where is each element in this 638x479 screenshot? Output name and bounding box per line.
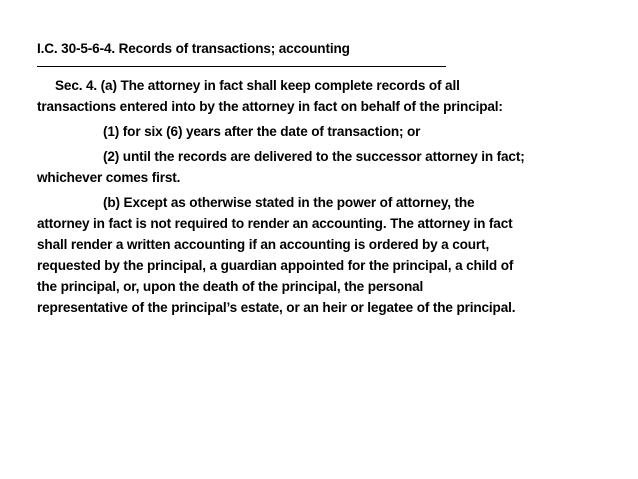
- section-4b-line-4: requested by the principal, a guardian appointed for the principal, a child of: [37, 258, 514, 273]
- document-title: I.C. 30-5-6-4. Records of transactions; accounting: [37, 41, 350, 56]
- clause-2-line-1: (2) until the records are delivered to the successor attorney in fact;: [103, 149, 525, 164]
- section-4b-line-2: attorney in fact is not required to render an accounting. The attorney in fact: [37, 216, 513, 231]
- section-4b-line-5: the principal, or, upon the death of the principal, the personal: [37, 279, 424, 294]
- clause-2-line-2: whichever comes first.: [37, 170, 181, 185]
- section-4a-line-2: transactions entered into by the attorney in fact on behalf of the principal:: [37, 99, 503, 114]
- section-4b-line-6: representative of the principal’s estate, or an heir or legatee of the principal.: [37, 300, 516, 315]
- document-slide: [37, 38, 617, 318]
- title-underline-divider: [37, 66, 446, 67]
- clause-1-line: (1) for six (6) years after the date of transaction; or: [103, 124, 421, 139]
- section-4b-line-3: shall render a written accounting if an accounting is ordered by a court,: [37, 237, 490, 252]
- section-4b-line-1: (b) Except as otherwise stated in the power of attorney, the: [103, 195, 475, 210]
- section-4a-line-1: Sec. 4. (a) The attorney in fact shall keep complete records of all: [55, 78, 460, 93]
